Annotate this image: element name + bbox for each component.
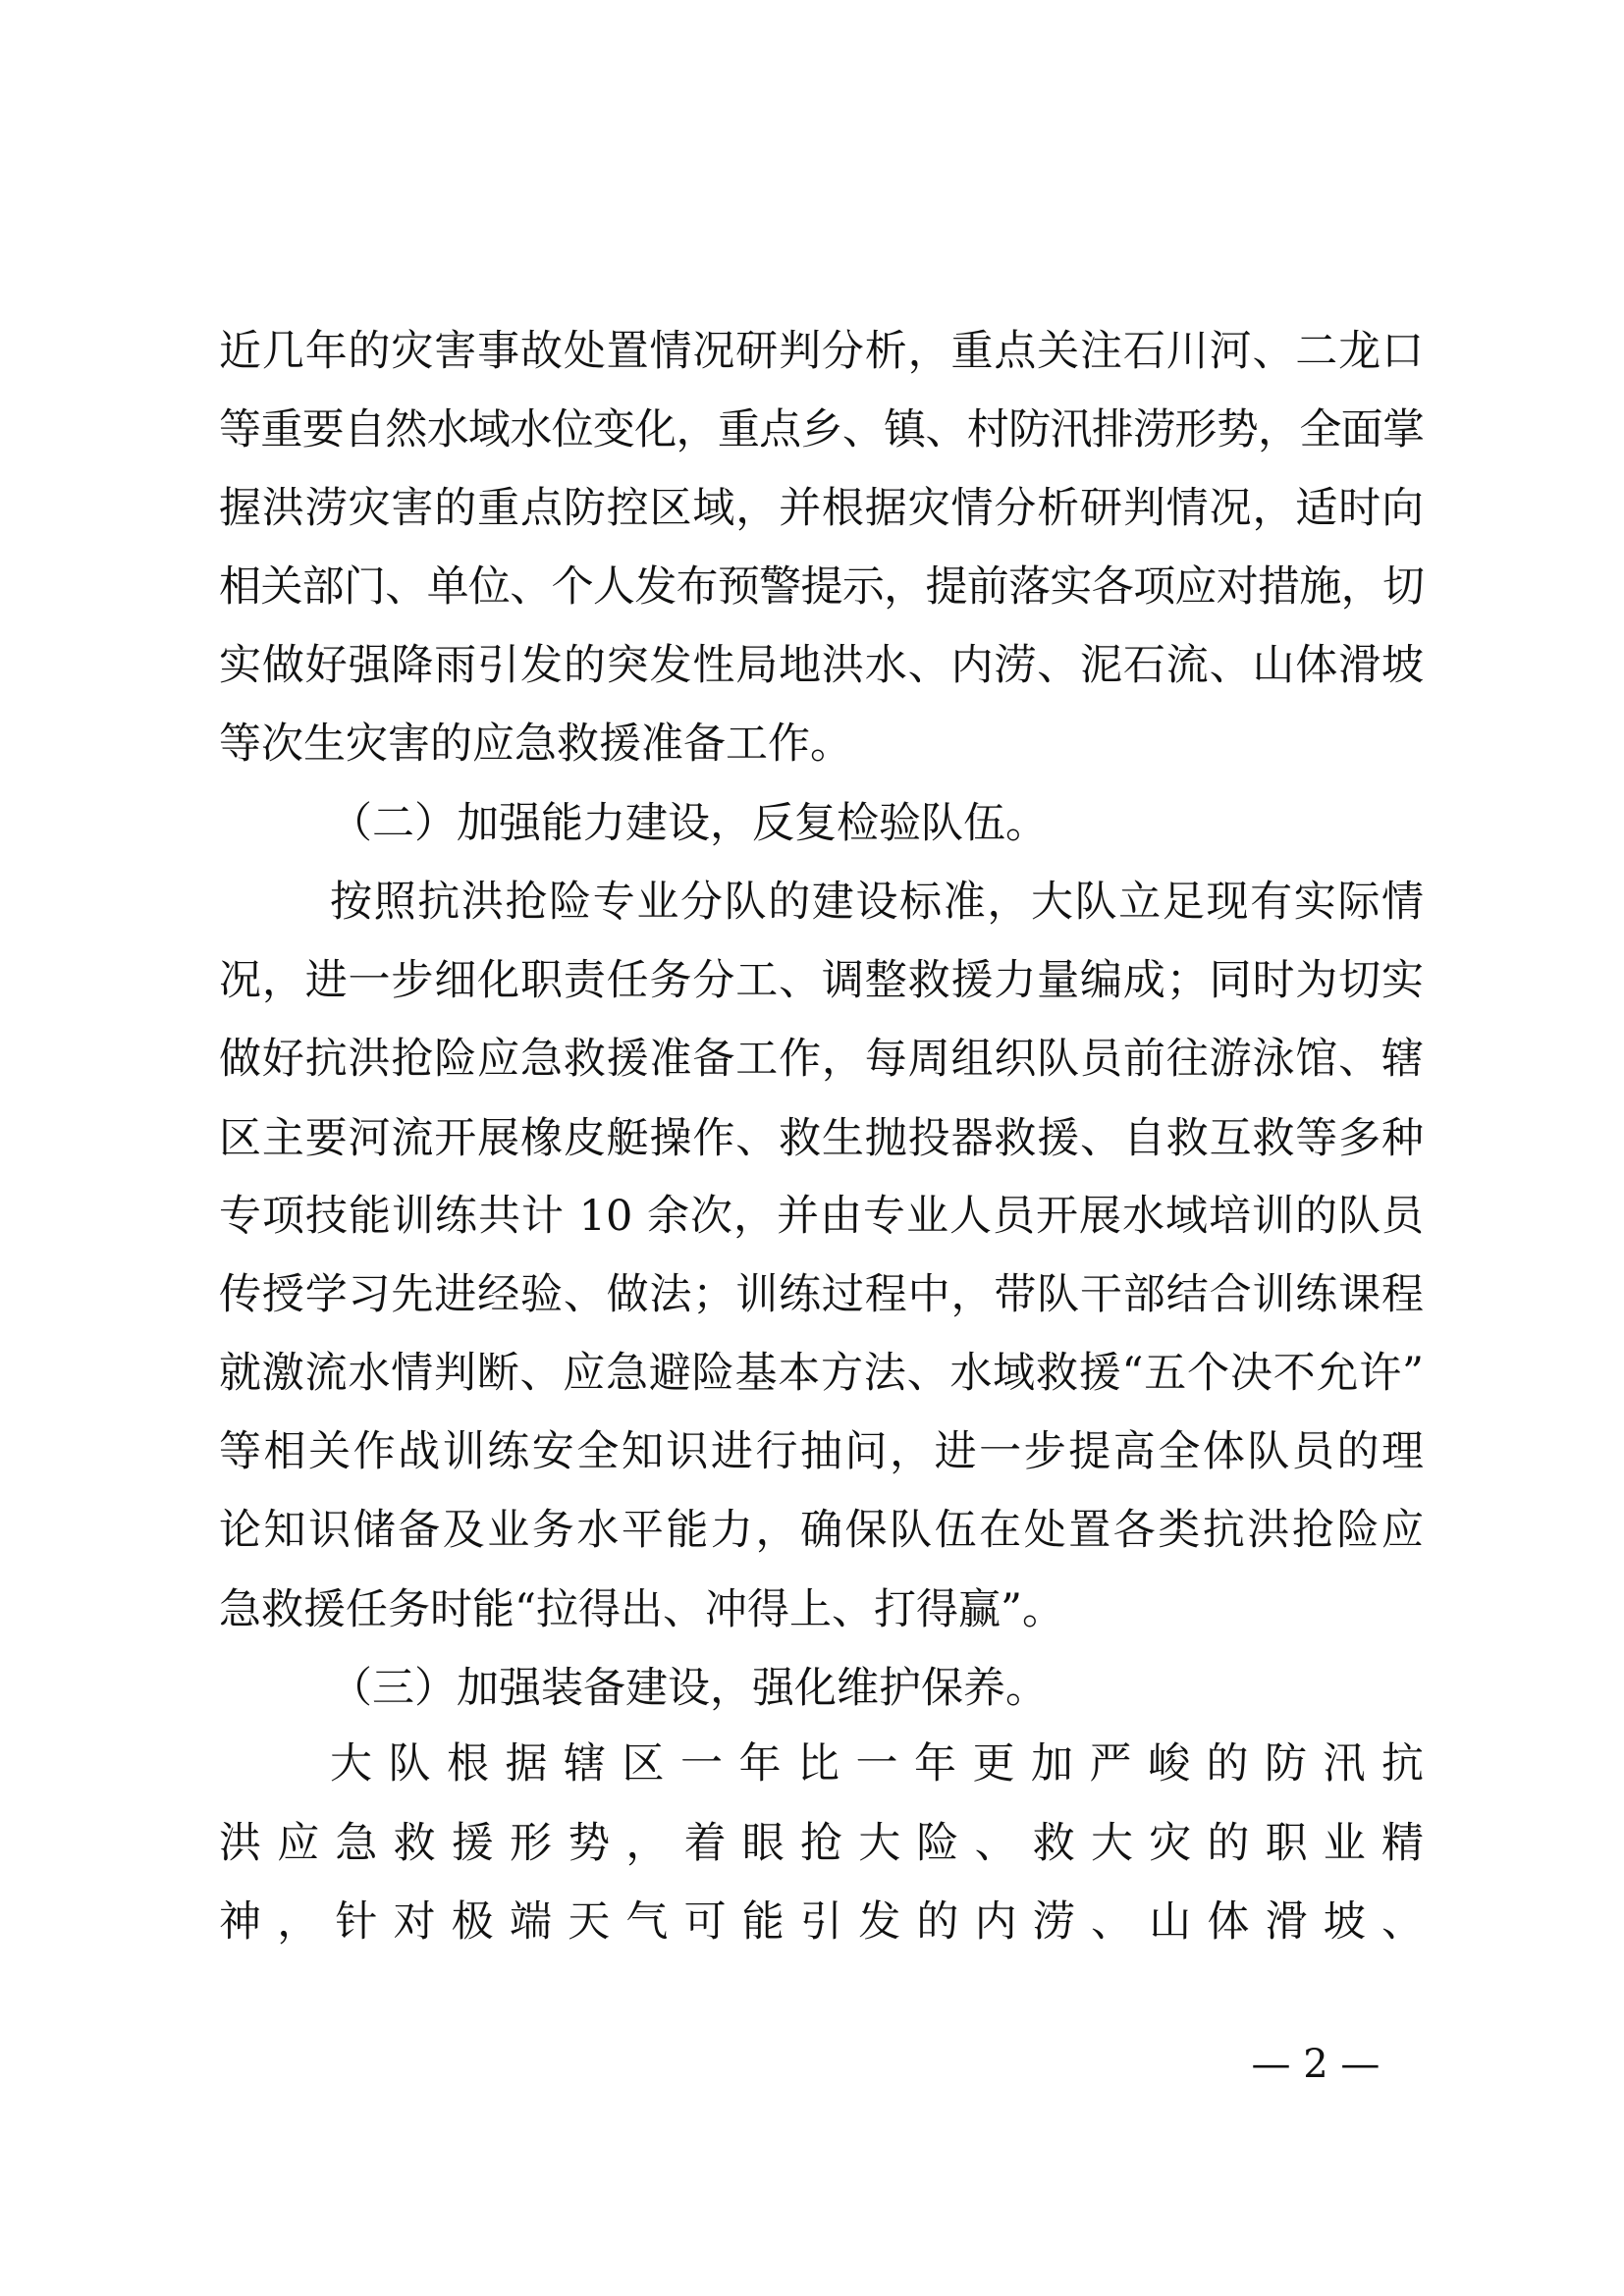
body-line: 急救援任务时能“拉得出、冲得上、打得赢”。 (219, 1585, 1064, 1634)
body-line: 洪应急救援形势，着眼抢大险、救大灾的职业精 (219, 1819, 1424, 1868)
body-line: 况，进一步细化职责任务分工、调整救援力量编成；同时为切实 (219, 956, 1424, 1005)
section-heading: （三）加强装备建设，强化维护保养。 (330, 1664, 1048, 1713)
body-line: 大队根据辖区一年比一年更加严峻的防汛抗 (330, 1739, 1424, 1789)
body-line: 等次生灾害的应急救援准备工作。 (219, 720, 852, 769)
body-line: 传授学习先进经验、做法；训练过程中，带队干部结合训练课程 (219, 1270, 1424, 1319)
section-heading: （二）加强能力建设，反复检验队伍。 (330, 799, 1048, 848)
body-line: 论知识储备及业务水平能力，确保队伍在处置各类抗洪抢险应 (219, 1506, 1424, 1555)
body-line: 按照抗洪抢险专业分队的建设标准，大队立足现有实际情 (330, 878, 1424, 927)
body-line: 等重要自然水域水位变化，重点乡、镇、村防汛排涝形势，全面掌 (219, 405, 1424, 454)
body-line: 近几年的灾害事故处置情况研判分析，重点关注石川河、二龙口 (219, 327, 1424, 376)
body-line: 实做好强降雨引发的突发性局地洪水、内涝、泥石流、山体滑坡 (219, 641, 1424, 690)
body-line: 等相关作战训练安全知识进行抽问，进一步提高全体队员的理 (219, 1427, 1424, 1476)
body-line: 专项技能训练共计 10 余次，并由专业人员开展水域培训的队员 (219, 1192, 1424, 1241)
body-line: 握洪涝灾害的重点防控区域，并根据灾情分析研判情况，适时向 (219, 484, 1424, 533)
body-line: 区主要河流开展橡皮艇操作、救生抛投器救援、自救互救等多种 (219, 1114, 1424, 1163)
page-number: — 2 — (1251, 2042, 1380, 2087)
body-line: 做好抗洪抢险应急救援准备工作，每周组织队员前往游泳馆、辖 (219, 1035, 1424, 1084)
body-line: 神，针对极端天气可能引发的内涝、山体滑坡、 (219, 1897, 1424, 1947)
body-line: 相关部门、单位、个人发布预警提示，提前落实各项应对措施，切 (219, 562, 1424, 612)
body-line: 就激流水情判断、应急避险基本方法、水域救援“五个决不允许” (219, 1349, 1424, 1398)
